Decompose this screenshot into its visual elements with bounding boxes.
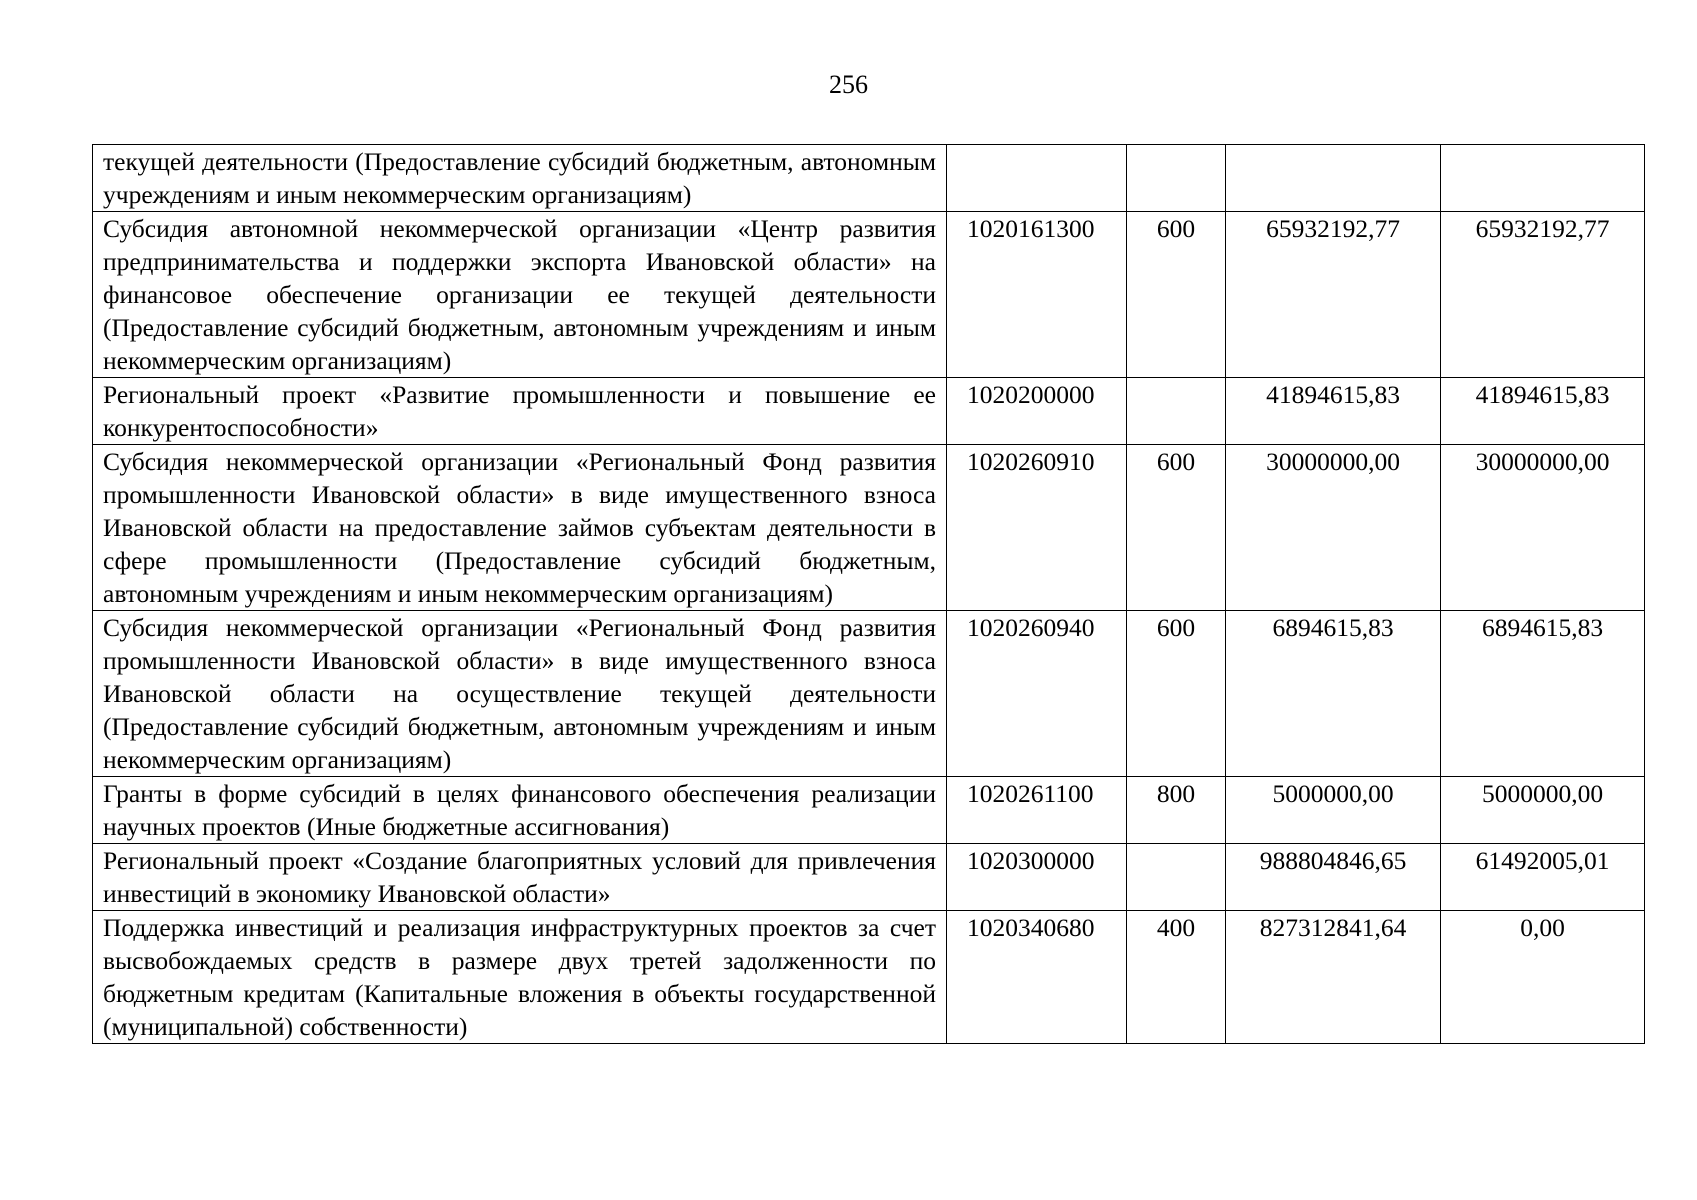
row-sum-2-cell: 0,00 — [1441, 911, 1645, 1044]
row-name-cell: Региональный проект «Создание благоприятных условий для привлечения инвестиций в экономику Ивановской области» — [93, 844, 947, 911]
row-code-cell: 1020161300 — [947, 212, 1127, 378]
row-type-cell — [1127, 378, 1226, 445]
row-name-cell: Поддержка инвестиций и реализация инфраструктурных проектов за счет высвобождаемых средств в размере двух третей задолженности по бюджетным кредитам (Капитальные вложения в объекты государственной (муниципальной) собственности) — [93, 911, 947, 1044]
row-code-cell: 1020260940 — [947, 611, 1127, 777]
row-sum-2-cell: 65932192,77 — [1441, 212, 1645, 378]
row-name-cell: Субсидия некоммерческой организации «Региональный Фонд развития промышленности Ивановской области» в виде имущественного взноса Ивановской области на предоставление займов субъектам деятельности в сфере промышленности (Предоставление субсидий бюджетным, автономным учреждениям и иным некоммерческим организациям) — [93, 445, 947, 611]
table-body — [93, 145, 1645, 1044]
row-sum-2-cell — [1441, 145, 1645, 212]
row-sum-2-cell: 6894615,83 — [1441, 611, 1645, 777]
row-name-cell: Гранты в форме субсидий в целях финансового обеспечения реализации научных проектов (Иные бюджетные ассигнования) — [93, 777, 947, 844]
row-code-cell: 1020260910 — [947, 445, 1127, 611]
row-sum-1-cell: 827312841,64 — [1226, 911, 1441, 1044]
row-code-cell — [947, 145, 1127, 212]
row-type-cell — [1127, 844, 1226, 911]
row-type-cell: 400 — [1127, 911, 1226, 1044]
row-type-cell: 600 — [1127, 611, 1226, 777]
row-name-cell: Субсидия некоммерческой организации «Региональный Фонд развития промышленности Ивановской области» в виде имущественного взноса Ивановской области на осуществление текущей деятельности (Предоставление субсидий бюджетным, автономным учреждениям и иным некоммерческим организациям) — [93, 611, 947, 777]
table-row — [93, 145, 1645, 212]
row-code-cell: 1020340680 — [947, 911, 1127, 1044]
row-sum-1-cell — [1226, 145, 1441, 212]
row-sum-1-cell: 988804846,65 — [1226, 844, 1441, 911]
row-code-cell: 1020200000 — [947, 378, 1127, 445]
budget-table — [92, 144, 1645, 1044]
row-name-cell: текущей деятельности (Предоставление субсидий бюджетным, автономным учреждениям и иным некоммерческим организациям) — [93, 145, 947, 212]
table-row — [93, 212, 1645, 378]
row-sum-2-cell: 5000000,00 — [1441, 777, 1645, 844]
row-sum-1-cell: 41894615,83 — [1226, 378, 1441, 445]
row-type-cell — [1127, 145, 1226, 212]
row-type-cell: 600 — [1127, 212, 1226, 378]
row-sum-2-cell: 30000000,00 — [1441, 445, 1645, 611]
table-row — [93, 844, 1645, 911]
row-sum-2-cell: 61492005,01 — [1441, 844, 1645, 911]
table-row — [93, 445, 1645, 611]
row-sum-1-cell: 5000000,00 — [1226, 777, 1441, 844]
row-sum-1-cell: 6894615,83 — [1226, 611, 1441, 777]
row-type-cell: 800 — [1127, 777, 1226, 844]
row-code-cell: 1020300000 — [947, 844, 1127, 911]
table-row — [93, 378, 1645, 445]
row-code-cell: 1020261100 — [947, 777, 1127, 844]
row-sum-1-cell: 30000000,00 — [1226, 445, 1441, 611]
table-row — [93, 611, 1645, 777]
row-sum-1-cell: 65932192,77 — [1226, 212, 1441, 378]
row-type-cell: 600 — [1127, 445, 1226, 611]
page-number: 256 — [829, 70, 868, 99]
row-name-cell: Региональный проект «Развитие промышленности и повышение ее конкурентоспособности» — [93, 378, 947, 445]
table-row — [93, 911, 1645, 1044]
row-sum-2-cell: 41894615,83 — [1441, 378, 1645, 445]
table-row — [93, 777, 1645, 844]
row-name-cell: Субсидия автономной некоммерческой организации «Центр развития предпринимательства и поддержки экспорта Ивановской области» на финансовое обеспечение организации ее текущей деятельности (Предоставление субсидий бюджетным, автономным учреждениям и иным некоммерческим организациям) — [93, 212, 947, 378]
